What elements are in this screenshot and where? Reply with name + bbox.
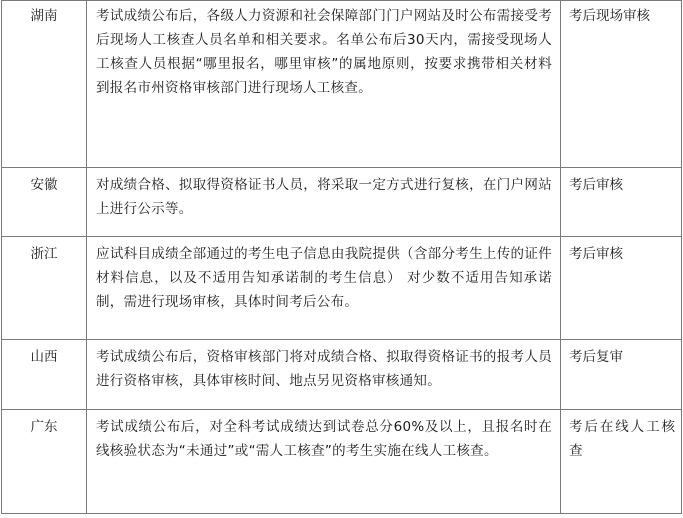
province-cell: 广东 <box>2 410 87 514</box>
table-row <box>2 237 682 340</box>
province-cell: 湖南 <box>2 1 87 168</box>
review-type-cell: 考后复审 <box>561 340 682 410</box>
province-cell: 安徽 <box>2 168 87 237</box>
review-type-cell: 考后审核 <box>561 237 682 340</box>
table-row <box>2 1 682 168</box>
description-cell: 考试成绩公布后，各级人力资源和社会保障部门门户网站及时公布需接受考后现场人工核查人员名单和相关要求。名单公布后30天内，需接受现场人工核查人员根据“哪里报名，哪里审核”的属地原则，按要求携带相关材料到报名市州资格审核部门进行现场人工核查。 <box>87 1 561 168</box>
review-type-cell: 考后现场审核 <box>561 1 682 168</box>
description-cell: 考试成绩公布后，资格审核部门将对成绩合格、拟取得资格证书的报考人员进行资格审核，具体审核时间、地点另见资格审核通知。 <box>87 340 561 410</box>
table-row <box>2 410 682 514</box>
review-type-cell: 考后在线人工核查 <box>561 410 682 514</box>
review-type-cell: 考后审核 <box>561 168 682 237</box>
table-row <box>2 340 682 410</box>
description-cell: 考试成绩公布后，对全科考试成绩达到试卷总分60%及以上，且报名时在线核验状态为“未通过”或“需人工核查”的考生实施在线人工核查。 <box>87 410 561 514</box>
province-cell: 山西 <box>2 340 87 410</box>
table-row <box>2 168 682 237</box>
review-policy-table <box>1 0 682 514</box>
description-cell: 对成绩合格、拟取得资格证书人员，将采取一定方式进行复核，在门户网站上进行公示等。 <box>87 168 561 237</box>
province-cell: 浙江 <box>2 237 87 340</box>
description-cell: 应试科目成绩全部通过的考生电子信息由我院提供（含部分考生上传的证件材料信息，以及不适用告知承诺制的考生信息） 对少数不适用告知承诺制，需进行现场审核，具体时间考后公布。 <box>87 237 561 340</box>
